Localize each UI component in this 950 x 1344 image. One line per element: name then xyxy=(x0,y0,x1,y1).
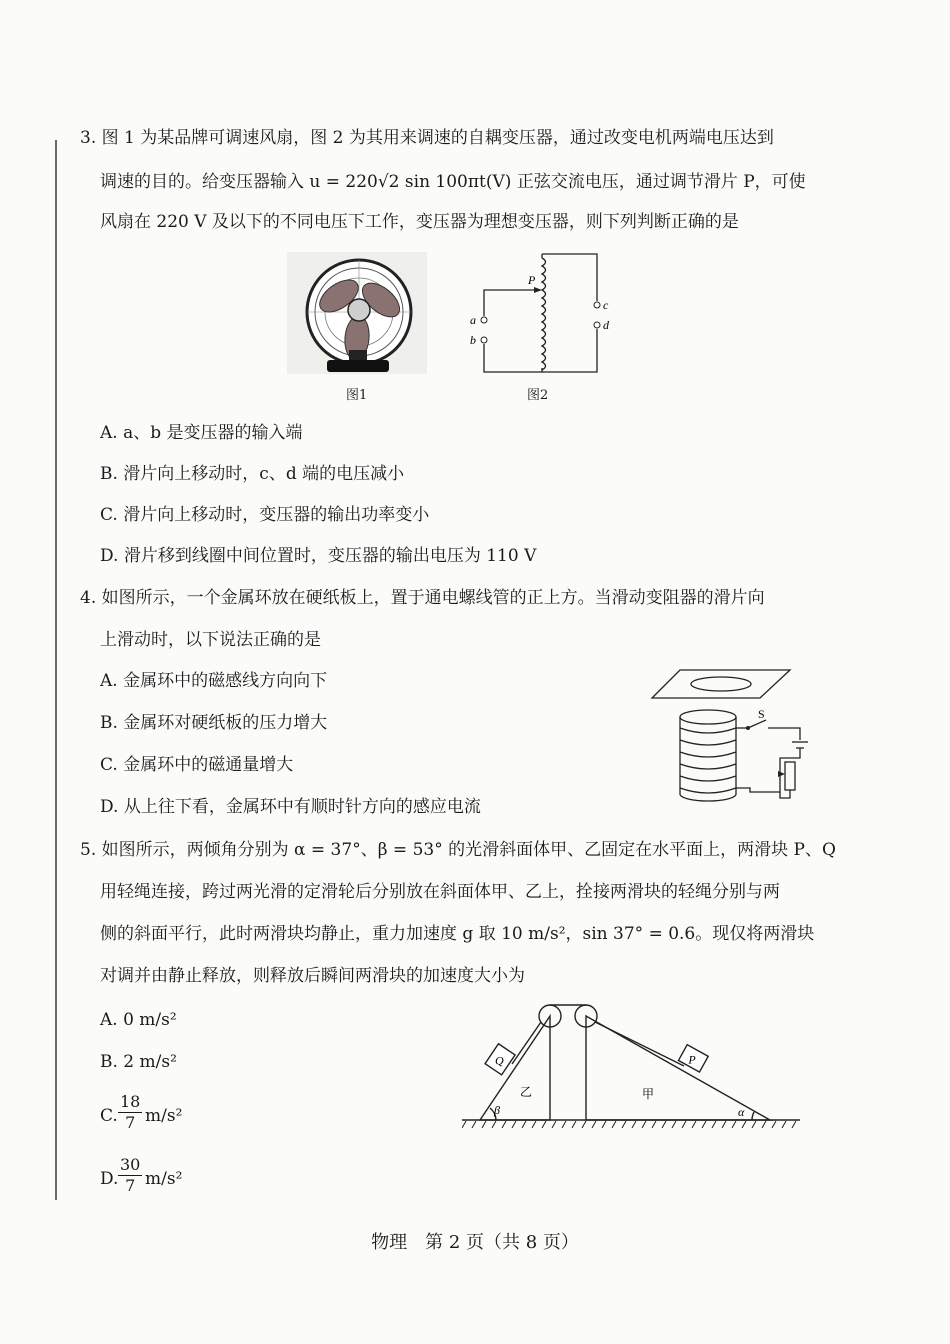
block-p-label: P xyxy=(688,1052,696,1067)
solenoid-figure xyxy=(650,662,820,814)
binding-margin-line xyxy=(55,140,57,1200)
q5-option-d-unit: m/s² xyxy=(145,1169,183,1189)
switch-s-label: S xyxy=(758,707,765,721)
slope-yi-label: 乙 xyxy=(520,1085,533,1099)
q3-stem-line2: 调速的目的。给变压器输入 u = 220√2 sin 100πt(V) 正弦交流电压，通过调节滑片 P，可使 xyxy=(100,172,806,192)
q3-stem-line3: 风扇在 220 V 及以下的不同电压下工作，变压器为理想变压器，则下列判断正确的是 xyxy=(100,212,739,232)
q3-option-b: B. 滑片向上移动时，c、d 端的电压减小 xyxy=(100,464,405,484)
q4-option-a: A. 金属环中的磁感线方向向下 xyxy=(100,671,328,691)
q5-option-d-denominator: 7 xyxy=(125,1176,136,1195)
q4-option-d: D. 从上往下看，金属环中有顺时针方向的感应电流 xyxy=(100,797,481,817)
q5-option-d-prefix: D. xyxy=(100,1169,119,1189)
slope-jia-label: 甲 xyxy=(642,1087,655,1101)
q5-option-c-denominator: 7 xyxy=(125,1113,136,1132)
q3-stem-line1: 3. 图 1 为某品牌可调速风扇，图 2 为其用来调速的自耦变压器，通过改变电机两端电压达到 xyxy=(80,128,774,148)
q3-option-d: D. 滑片移到线圈中间位置时，变压器的输出电压为 110 V xyxy=(100,546,537,566)
autotransformer-circuit xyxy=(462,246,622,376)
q3-option-c: C. 滑片向上移动时，变压器的输出功率变小 xyxy=(100,505,430,525)
terminal-a-label: a xyxy=(470,313,476,327)
angle-alpha-label: α xyxy=(738,1105,745,1119)
q5-option-b: B. 2 m/s² xyxy=(100,1052,177,1072)
q5-stem-line1: 5. 如图所示，两倾角分别为 α = 37°、β = 53° 的光滑斜面体甲、乙固定在水平面上，两滑块 P、Q xyxy=(80,840,836,860)
q5-option-c-prefix: C. xyxy=(100,1106,118,1126)
fig2-caption: 图2 xyxy=(527,388,549,403)
q5-stem-line3: 侧的斜面平行，此时两滑块均静止，重力加速度 g 取 10 m/s²，sin 37° = 0.6。现仅将两滑块 xyxy=(100,924,815,944)
q5-option-d-fraction xyxy=(118,1155,142,1196)
page-footer: 物理 第 2 页（共 8 页） xyxy=(371,1232,579,1253)
q5-option-a: A. 0 m/s² xyxy=(100,1010,177,1030)
q5-option-c-numerator: 18 xyxy=(120,1092,141,1111)
q4-stem-line1: 4. 如图所示，一个金属环放在硬纸板上，置于通电螺线管的正上方。当滑动变阻器的滑片向 xyxy=(80,588,765,608)
q5-option-c-fraction xyxy=(118,1092,142,1133)
q3-option-a: A. a、b 是变压器的输入端 xyxy=(100,423,303,443)
slider-p-label: P xyxy=(528,273,536,287)
q4-stem-line2: 上滑动时，以下说法正确的是 xyxy=(100,630,321,650)
q4-option-c: C. 金属环中的磁通量增大 xyxy=(100,755,294,775)
q5-stem-line4: 对调并由静止释放，则释放后瞬间两滑块的加速度大小为 xyxy=(100,966,525,986)
q5-stem-line2: 用轻绳连接，跨过两光滑的定滑轮后分别放在斜面体甲、乙上，拴接两滑块的轻绳分别与两 xyxy=(100,882,780,902)
angle-beta-label: β xyxy=(494,1103,500,1117)
terminal-c-label: c xyxy=(603,298,609,312)
inclined-planes-figure xyxy=(462,1000,802,1132)
q4-option-b: B. 金属环对硬纸板的压力增大 xyxy=(100,713,328,733)
terminal-d-label: d xyxy=(603,318,609,332)
q5-option-d-numerator: 30 xyxy=(120,1155,141,1174)
fan-figure xyxy=(287,252,427,374)
terminal-b-label: b xyxy=(470,333,476,347)
block-q-label: Q xyxy=(495,1053,504,1068)
q5-option-c-unit: m/s² xyxy=(145,1106,183,1126)
fig1-caption: 图1 xyxy=(346,388,368,403)
